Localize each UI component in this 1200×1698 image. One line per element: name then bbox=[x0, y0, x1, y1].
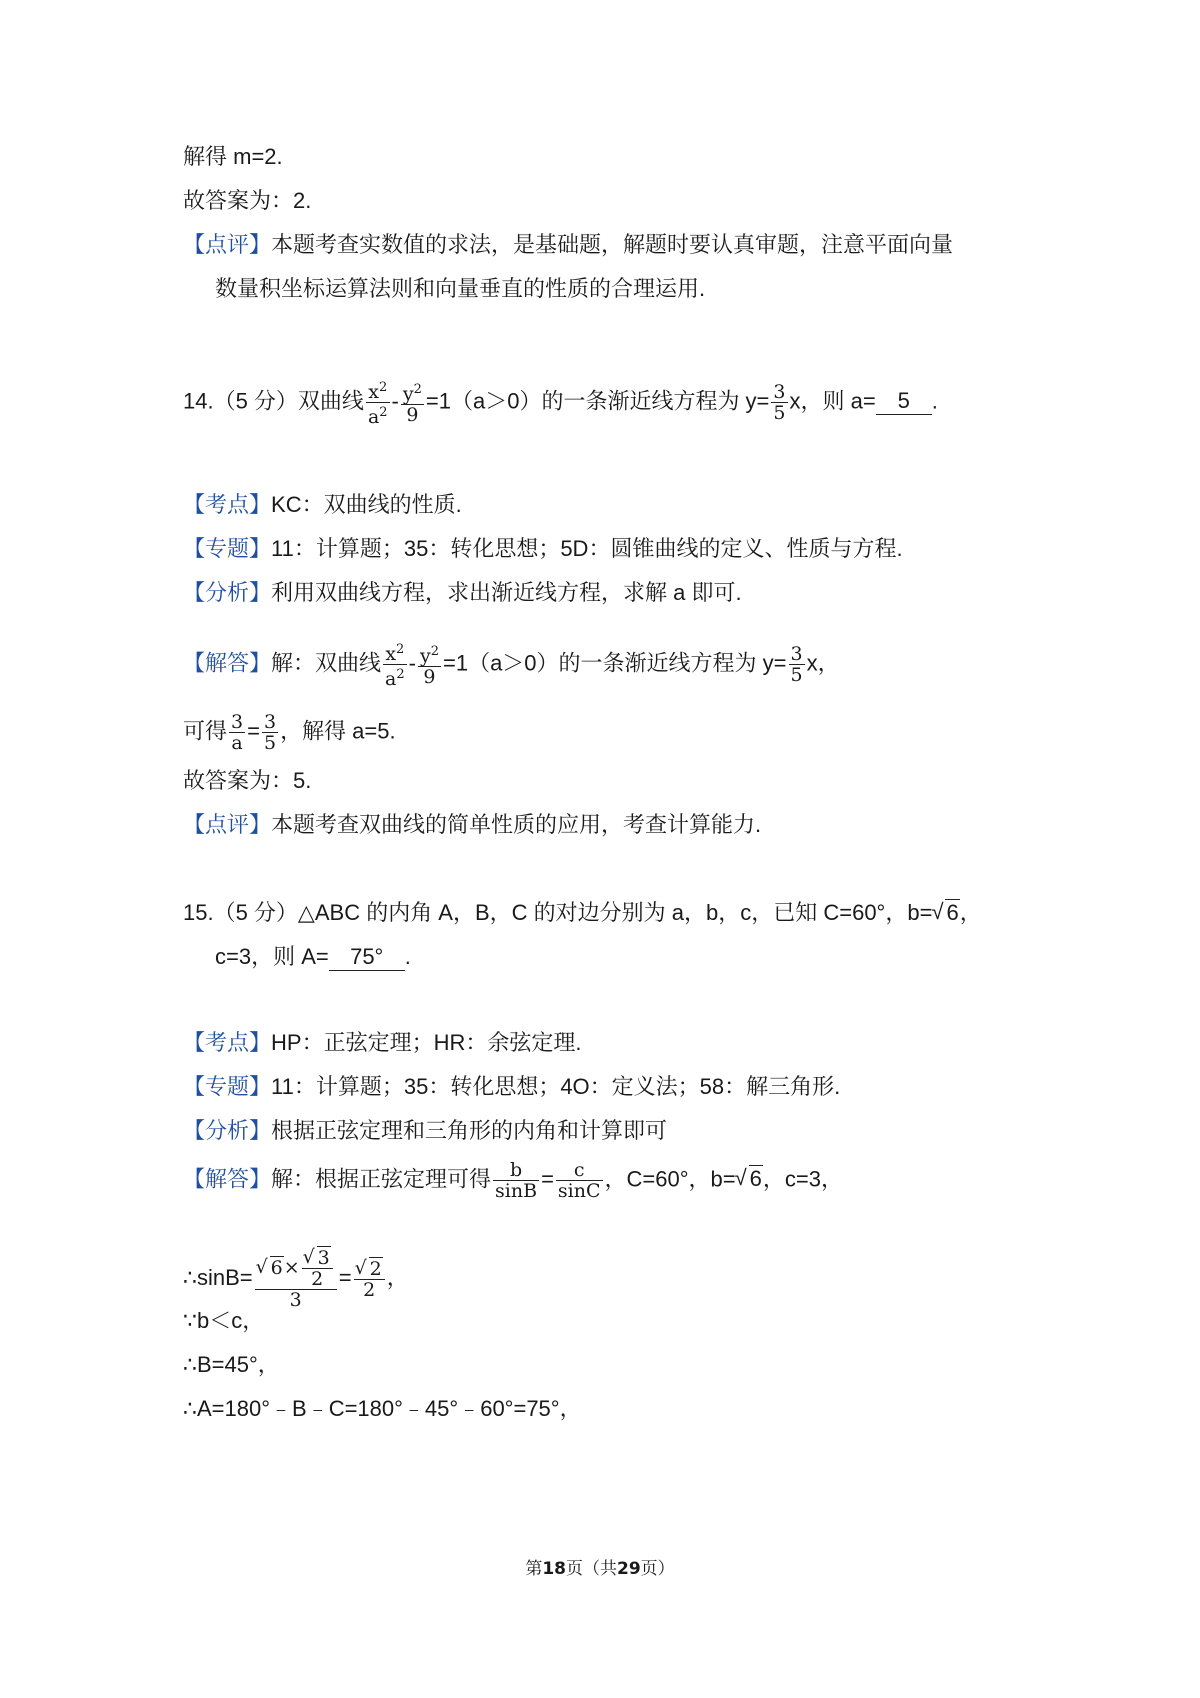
jieda-end: x， bbox=[806, 650, 840, 676]
fraction-3-5: $\frac{3}{5}$ bbox=[790, 643, 803, 686]
kaodian-tag: 【考点】 bbox=[183, 1030, 272, 1055]
sinb-line: ∴sinB= √ 6× √ $\frac{3}{2}$ 3 = √ $\frac{2}{2}$ ， bbox=[183, 1248, 409, 1310]
zhuanti-tag: 【专题】 bbox=[183, 536, 272, 561]
jieda-pre: 解：根据正弦定理可得 bbox=[271, 1166, 492, 1192]
fraction-3-5: $\frac{3}{5}$ bbox=[263, 711, 277, 754]
page-footer: 第18页（共29页） bbox=[525, 1559, 675, 1579]
fraction-c-sinC: $\frac{c}{\sin C}$ bbox=[557, 1159, 601, 1202]
step-b45: ∴B=45°， bbox=[183, 1352, 280, 1377]
answer-blank: 5 bbox=[876, 388, 932, 415]
zhuanti-line bbox=[183, 534, 903, 564]
step-post: ，解得 a=5. bbox=[280, 718, 396, 744]
kaodian-tag: 【考点】 bbox=[183, 492, 272, 517]
jieda-mid: ，C=60°，b= bbox=[604, 1166, 736, 1192]
solution-line: 解得 m=2. bbox=[183, 144, 283, 169]
jieda-mid: =1（a＞0）的一条渐近线方程为 y= bbox=[442, 650, 787, 676]
question-15-line-2 bbox=[215, 942, 411, 972]
q14-prefix: 14.（5 分）双曲线 bbox=[183, 388, 364, 414]
kaodian-text: KC：双曲线的性质. bbox=[271, 492, 462, 517]
page-total: 29 bbox=[617, 1559, 641, 1579]
jieda-end: ，c=3， bbox=[762, 1166, 843, 1192]
q14-condition: =1（a＞0）的一条渐近线方程为 y= bbox=[425, 388, 770, 414]
q14-end: . bbox=[931, 388, 938, 414]
q15-text: 15.（5 分）△ABC 的内角 A，B，C 的对边分别为 a，b，c，已知 C=60°，b= bbox=[183, 900, 933, 925]
sqrt-6: √ 6 bbox=[257, 1258, 284, 1278]
comment-line bbox=[183, 230, 953, 260]
q15-line2-end: . bbox=[404, 944, 411, 969]
dianping-line bbox=[183, 810, 761, 840]
comment-tag: 【点评】 bbox=[183, 232, 272, 257]
step-because: ∵b＜c， bbox=[183, 1308, 265, 1333]
step-a75: ∴A=180°﹣B﹣C=180°﹣45°﹣60°=75°， bbox=[183, 1396, 582, 1421]
zhuanti-text: 11：计算题；35：转化思想；4O：定义法；58：解三角形. bbox=[271, 1074, 841, 1099]
sqrt-2: √ 2 bbox=[356, 1259, 383, 1279]
fenxi-line bbox=[183, 1116, 667, 1146]
zhuanti-line bbox=[183, 1072, 840, 1102]
fraction-3-5: $\frac{3}{5}$ bbox=[773, 381, 786, 424]
sqrt-3: √ 3 bbox=[304, 1248, 331, 1268]
kaodian-line bbox=[183, 490, 462, 520]
step-pre: 可得 bbox=[183, 718, 228, 744]
fraction-sinb: √ 6× √ $\frac{3}{2}$ 3 bbox=[255, 1248, 337, 1310]
fraction-sqrt2-2: √ $\frac{2}{2}$ bbox=[354, 1259, 385, 1300]
fenxi-text: 利用双曲线方程，求出渐近线方程，求解 a 即可. bbox=[271, 580, 742, 605]
fraction-sqrt3-2: √ $\frac{3}{2}$ bbox=[302, 1248, 333, 1289]
fenxi-tag: 【分析】 bbox=[183, 1118, 272, 1143]
comment-line-2: 数量积坐标运算法则和向量垂直的性质的合理运用. bbox=[215, 276, 706, 301]
sinb-pre: ∴sinB= bbox=[183, 1264, 253, 1290]
jieda-line: 【解答】解：根据正弦定理可得 $\frac{b}{\sin B}$ = $\frac{c}{\sin C}$ ，C=60°，b=√ 6，c=3， bbox=[183, 1160, 843, 1201]
fenxi-tag: 【分析】 bbox=[183, 580, 272, 605]
fraction-x2-a2: $\frac{x^2}{a^2}$ bbox=[385, 642, 405, 690]
page-number: 18 bbox=[542, 1559, 566, 1579]
q14-mid: x，则 a= bbox=[789, 388, 876, 414]
kaodian-text: HP：正弦定理；HR：余弦定理. bbox=[271, 1030, 582, 1055]
sqrt-6: √ 6 bbox=[932, 898, 959, 928]
fraction-y2-9: $\frac{y^2}{9}$ bbox=[402, 382, 422, 426]
jieda-pre: 解：双曲线 bbox=[271, 650, 382, 676]
zhuanti-tag: 【专题】 bbox=[183, 1074, 272, 1099]
jieda-line: 【解答】解：双曲线 $\frac{x^2}{a^2}$ - $\frac{y^2}{9}$ =1（a＞0）的一条渐近线方程为 y= $\frac{3}{5}$ x， bbox=[183, 642, 840, 690]
fraction-3-a: $\frac{3}{a}$ bbox=[231, 711, 244, 754]
sqrt-6: √ 6 bbox=[736, 1164, 763, 1194]
fraction-y2-9: $\frac{y^2}{9}$ bbox=[419, 644, 439, 688]
fraction-x2-a2: $\frac{x^2}{a^2}$ bbox=[367, 380, 388, 428]
question-15 bbox=[183, 898, 982, 928]
question-14: 14.（5 分）双曲线 $\frac{x^2}{a^2}$ - $\frac{y^2}{9}$ =1（a＞0）的一条渐近线方程为 y= $\frac{3}{5}$ x，则 a= 5 . bbox=[183, 380, 938, 428]
zhuanti-text: 11：计算题；35：转化思想；5D：圆锥曲线的定义、性质与方程. bbox=[271, 536, 903, 561]
equals: = bbox=[247, 718, 260, 744]
fenxi-line bbox=[183, 578, 742, 608]
jieda-tag: 【解答】 bbox=[183, 650, 272, 676]
dianping-tag: 【点评】 bbox=[183, 812, 272, 837]
answer-line: 故答案为：2. bbox=[183, 188, 312, 213]
dianping-text: 本题考查双曲线的简单性质的应用，考查计算能力. bbox=[271, 812, 762, 837]
fraction-b-sinB: $\frac{b}{\sin B}$ bbox=[495, 1159, 538, 1202]
q15-end: ， bbox=[959, 900, 982, 925]
answer-line: 故答案为：5. bbox=[183, 768, 312, 793]
answer-blank: 75° bbox=[329, 944, 405, 971]
sinb-end: ， bbox=[386, 1264, 409, 1290]
step-line bbox=[183, 712, 396, 753]
jieda-tag: 【解答】 bbox=[183, 1166, 272, 1192]
kaodian-line bbox=[183, 1028, 581, 1058]
fenxi-text: 根据正弦定理和三角形的内角和计算即可 bbox=[271, 1118, 668, 1143]
comment-text: 本题考查实数值的求法，是基础题，解题时要认真审题，注意平面向量 bbox=[271, 232, 954, 257]
q15-line2-pre: c=3，则 A= bbox=[215, 944, 329, 969]
